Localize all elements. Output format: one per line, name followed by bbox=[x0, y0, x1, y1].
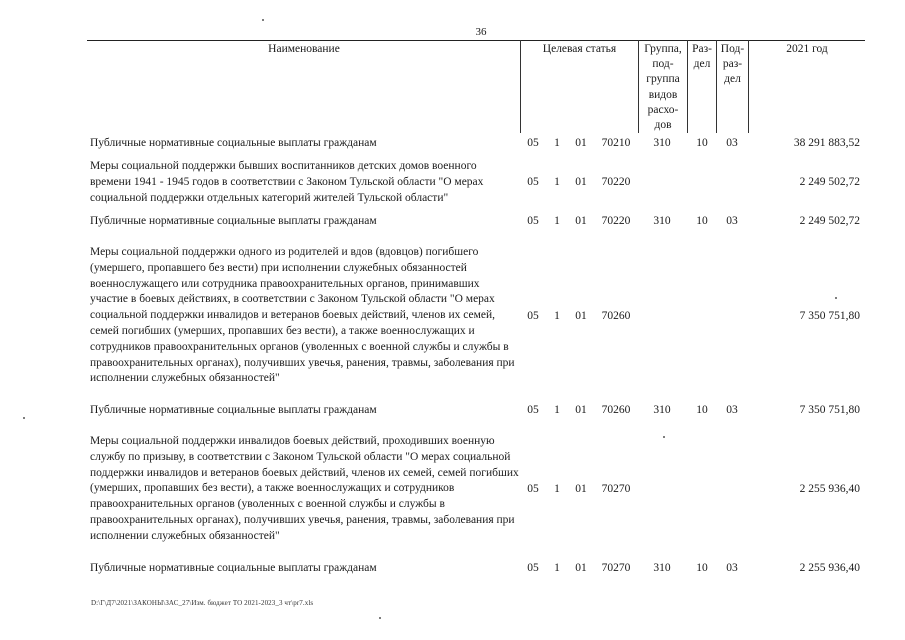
scan-speck bbox=[835, 297, 837, 299]
target-code-3: 01 bbox=[575, 310, 587, 322]
target-code-2: 1 bbox=[554, 404, 560, 416]
target-code-3: 01 bbox=[575, 137, 587, 149]
row-name: Публичные нормативные социальные выплаты гражданам bbox=[90, 137, 377, 149]
subsection-code: 03 bbox=[726, 137, 738, 149]
target-code-3: 01 bbox=[575, 215, 587, 227]
target-code-1: 05 bbox=[527, 404, 539, 416]
amount: 2 255 936,40 bbox=[799, 483, 860, 495]
target-code-4: 70270 bbox=[601, 483, 631, 495]
group-code: 310 bbox=[653, 404, 671, 416]
group-code: 310 bbox=[653, 215, 671, 227]
target-code-1: 05 bbox=[527, 483, 539, 495]
row-name: Публичные нормативные социальные выплаты гражданам bbox=[90, 215, 377, 227]
target-code-4: 70220 bbox=[601, 176, 631, 188]
target-code-4: 70220 bbox=[601, 215, 631, 227]
page-number: 36 bbox=[475, 26, 487, 38]
row-name: Меры социальной поддержки инвалидов боевых действий, проходивших военную службу по призыву, в соответствии с Законом Тульской области "О мерах социальной поддержки инвалидов и ветеранов боевых действий, членов их семей, семей погибших (умерших, пропавших без вести), а также военнослужащих и сотрудников правоохранительных органов (уволенных с военной службы и службы в правоохранительных органах), получивших увечья, ранения, травмы, заболевания при исполнении служебных обязанностей" bbox=[90, 435, 519, 542]
target-code-2: 1 bbox=[554, 483, 560, 495]
row-name: Меры социальной поддержки одного из родителей и вдов (вдовцов) погибшего (умершего, пропавшего без вести) при исполнении служебных обязанностей военнослужащего или сотрудника правоохранительных органов, принимавших участие в боевых действиях, в соответствии с Законом Тульской области "О мерах социальной поддержки инвалидов и ветеранов боевых действий, членов их семей, семей погибших (умерших, пропавших без вести), а также военнослужащих и сотрудников правоохранительных органов (уволенных с военной службы и службы в правоохранительных органах), получивших увечья, ранения, травмы, заболевания при исполнении служебных обязанностей" bbox=[90, 246, 515, 385]
row-name: Публичные нормативные социальные выплаты гражданам bbox=[90, 404, 377, 416]
target-code-1: 05 bbox=[527, 137, 539, 149]
column-header-subsection: Под- раз- дел bbox=[720, 43, 745, 86]
scan-speck bbox=[663, 436, 665, 438]
amount: 38 291 883,52 bbox=[793, 137, 860, 149]
target-code-3: 01 bbox=[575, 176, 587, 188]
amount: 2 255 936,40 bbox=[799, 562, 860, 574]
target-code-4: 70210 bbox=[601, 137, 631, 149]
target-code-4: 70270 bbox=[601, 562, 631, 574]
column-header-name: Наименование bbox=[268, 43, 340, 55]
target-code-2: 1 bbox=[554, 310, 560, 322]
scan-speck bbox=[23, 417, 25, 419]
target-code-1: 05 bbox=[527, 562, 539, 574]
target-code-1: 05 bbox=[527, 310, 539, 322]
target-code-4: 70260 bbox=[601, 310, 631, 322]
scan-speck bbox=[379, 617, 381, 619]
amount: 2 249 502,72 bbox=[799, 176, 860, 188]
target-code-3: 01 bbox=[575, 404, 587, 416]
column-header-target: Целевая статья bbox=[542, 43, 617, 55]
target-code-1: 05 bbox=[527, 176, 539, 188]
amount: 7 350 751,80 bbox=[799, 310, 860, 322]
column-header-section: Раз- дел bbox=[692, 43, 712, 71]
target-code-3: 01 bbox=[575, 562, 587, 574]
target-code-2: 1 bbox=[554, 215, 560, 227]
amount: 7 350 751,80 bbox=[799, 404, 860, 416]
amount: 2 249 502,72 bbox=[799, 215, 860, 227]
section-code: 10 bbox=[696, 562, 708, 574]
target-code-1: 05 bbox=[527, 215, 539, 227]
target-code-2: 1 bbox=[554, 137, 560, 149]
file-path-footer: D:\Г\Д7\2021\ЗАКОНЫ\ЗАС_27\Изм. бюджет ТО 2021-2023_3 чт\pr7.xls bbox=[91, 599, 314, 607]
section-code: 10 bbox=[696, 137, 708, 149]
section-code: 10 bbox=[696, 404, 708, 416]
column-header-year: 2021 год bbox=[786, 43, 828, 55]
target-code-2: 1 bbox=[554, 176, 560, 188]
subsection-code: 03 bbox=[726, 562, 738, 574]
row-name: Меры социальной поддержки бывших воспитанников детских домов военного времени 1941 - 1945 годов в соответствии с Законом Тульской области "О мерах социальной поддержки отдельных категорий жителей Тульской области" bbox=[90, 160, 484, 204]
target-code-3: 01 bbox=[575, 483, 587, 495]
column-header-group: Группа, под- группа видов расхо- дов bbox=[644, 43, 682, 132]
subsection-code: 03 bbox=[726, 404, 738, 416]
row-name: Публичные нормативные социальные выплаты гражданам bbox=[90, 562, 377, 574]
group-code: 310 bbox=[653, 137, 671, 149]
target-code-2: 1 bbox=[554, 562, 560, 574]
subsection-code: 03 bbox=[726, 215, 738, 227]
group-code: 310 bbox=[653, 562, 671, 574]
target-code-4: 70260 bbox=[601, 404, 631, 416]
section-code: 10 bbox=[696, 215, 708, 227]
scan-speck bbox=[262, 19, 264, 21]
